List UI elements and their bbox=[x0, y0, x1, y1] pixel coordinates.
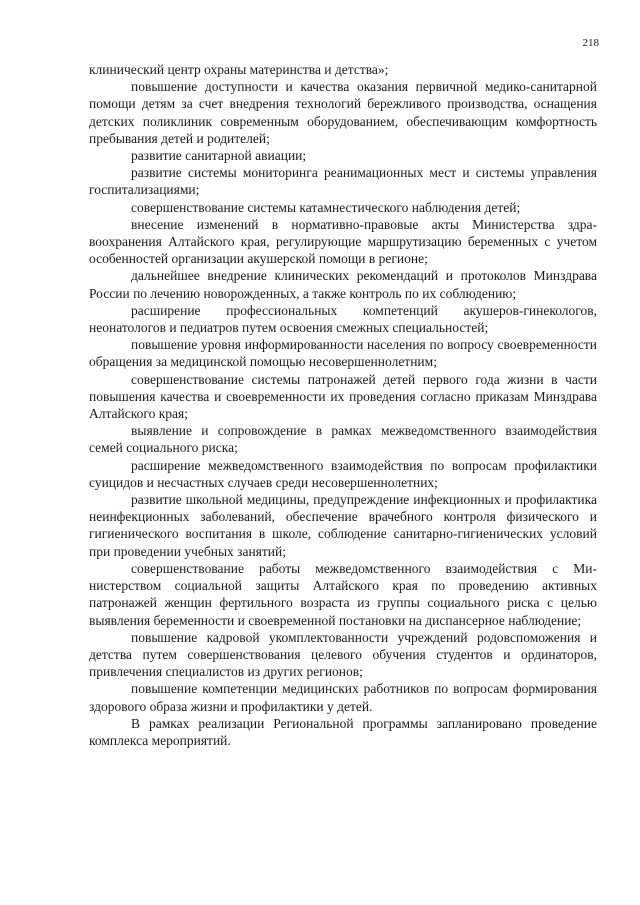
paragraph: дальнейшее внедрение клинических рекомендаций и протоколов Минздрава России по лечению новорожденных, а также контроль по их соблюдению; bbox=[89, 268, 597, 301]
paragraph: клинический центр охраны материнства и детства»; bbox=[89, 62, 389, 77]
paragraph: развитие системы мониторинга реанимационных мест и системы управления госпитализациями; bbox=[89, 165, 597, 198]
paragraph: повышение компетенции медицинских работников по вопросам формирования здорового образа жизни и профилактики у детей. bbox=[89, 681, 597, 714]
paragraph: внесение изменений в нормативно-правовые акты Министерства здравоохранения Алтайского края, регулирующие маршрутизацию беременных с учетом особенностей организации акушерской помощи в регионе; bbox=[89, 216, 597, 267]
paragraph: развитие санитарной авиации; bbox=[131, 148, 307, 164]
paragraph: совершенствование системы патронажей детей первого года жизни в части повышения качества и своевременности их проведения согласно приказам Минздрава Алтайского края; bbox=[89, 371, 597, 422]
paragraph: выявление и сопровождение в рамках межведомственного взаимодействия семей социального риска; bbox=[89, 423, 597, 456]
paragraph: повышение кадровой укомплектованности учреждений родовспоможения и детства путем совершенствования целевого обучения студентов и ординаторов, привлечения специалистов из других регионов; bbox=[89, 629, 597, 680]
paragraph: развитие школьной медицины, предупреждение инфекционных и профилактика неинфекционных заболеваний, обеспечение врачебного контроля физического и гигиенического воспитания в школе, соблюдение санитарно-гигиенических условий при проведении учебных занятий; bbox=[89, 492, 597, 559]
paragraph: расширение профессиональных компетенций акушеров-гинекологов, неонатологов и педиатров путем освоения смежных специальностей; bbox=[89, 302, 597, 336]
paragraph: В рамках реализации Региональной программы запланировано проведение комплекса мероприятий. bbox=[89, 715, 597, 748]
body-text bbox=[89, 61, 597, 749]
paragraph: совершенствование работы межведомственного взаимодействия с Министерством социальной защиты Алтайского края по проведению активных патронажей женщин фертильного возраста из группы социального риска с целью выявления беременности и своевременной постановки на диспансерное наблюдение; bbox=[89, 560, 597, 628]
paragraph: повышение доступности и качества оказания первичной медико-санитарной помощи детям за счет внедрения технологий бережливого производства, оснащения детских поликлиник современным оборудованием, обеспечивающим комфортность пребывания детей и родителей; bbox=[89, 79, 597, 146]
page-number: 218 bbox=[582, 37, 599, 49]
paragraph: совершенствование системы катамнестического наблюдения детей; bbox=[131, 199, 521, 215]
paragraph: расширение межведомственного взаимодействия по вопросам профилактики суицидов и несчастных случаев среди несовершеннолетних; bbox=[89, 457, 597, 490]
paragraph: повышение уровня информированности населения по вопросу своевременности обращения за медицинской помощью несовершеннолетним; bbox=[89, 337, 597, 370]
